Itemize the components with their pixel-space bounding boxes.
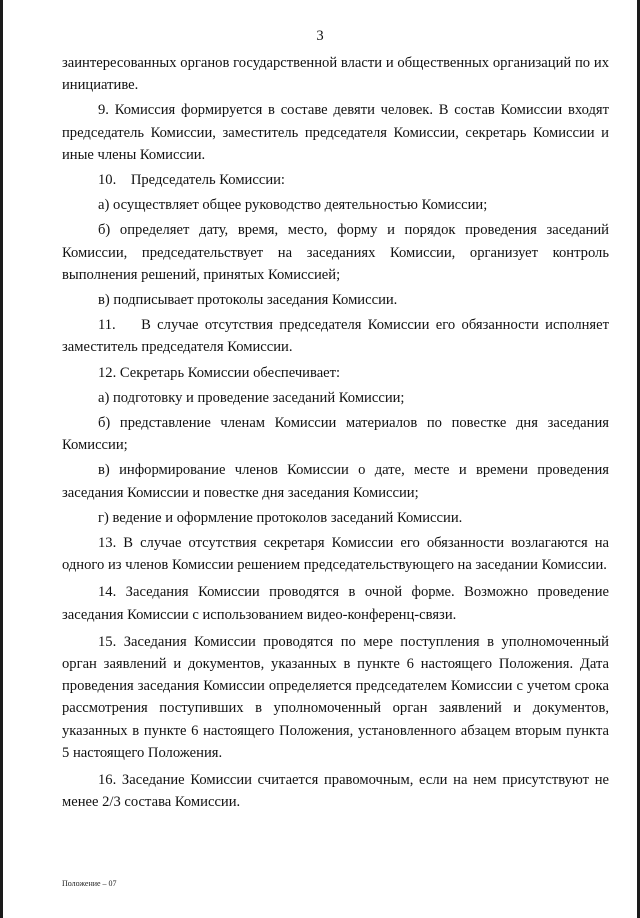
paragraph-item-10: 10. Председатель Комиссии:	[98, 172, 285, 189]
paragraph-item-9: 9. Комиссия формируется в составе девяти человек. В состав Комиссии входят председатель Комиссии, заместитель председателя Комиссии, секретарь Комиссии и иные члены Комиссии.	[62, 102, 609, 163]
paragraph-item-10v: в) подписывает протоколы заседания Комиссии.	[98, 292, 398, 309]
paragraph-item-12a: а) подготовку и проведение заседаний Комиссии;	[98, 389, 405, 406]
paragraph-item-14: 14. Заседания Комиссии проводятся в очной форме. Возможно проведение заседания Комиссии с использованием видео-конференц-связи.	[62, 584, 609, 623]
paragraph-item-12: 12. Секретарь Комиссии обеспечивает:	[98, 364, 341, 381]
paragraph-item-12g: г) ведение и оформление протоколов заседаний Комиссии.	[98, 509, 463, 526]
paragraph-item-12b: б) представление членам Комиссии материалов по повестке дня заседания Комиссии;	[62, 415, 609, 454]
paragraph-item-12v: в) информирование членов Комиссии о дате, месте и времени проведения заседания Комиссии и повестке дня заседания Комиссии;	[62, 462, 609, 501]
paragraph-item-16: 16. Заседание Комиссии считается правомочным, если на нем присутствуют не менее 2/3 состава Комиссии.	[62, 772, 609, 811]
paragraph-item-10b: б) определяет дату, время, место, форму и порядок проведения заседаний Комиссии, председательствует на заседаниях Комиссии, организует контроль выполнения решений, принятых Комиссией;	[62, 222, 609, 283]
document-body	[62, 52, 609, 814]
paragraph-item-11: 11. В случае отсутствия председателя Комиссии его обязанности исполняет заместитель председателя Комиссии.	[62, 317, 609, 356]
paragraph-item-10a: а) осуществляет общее руководство деятельностью Комиссии;	[98, 197, 488, 214]
paragraph-item-15: 15. Заседания Комиссии проводятся по мере поступления в уполномоченный орган заявлений и документов, указанных в пункте 6 настоящего Положения. Дата проведения заседания Комиссии определяется председателем Комиссии с учетом срока рассмотрения поступивших в уполномоченный орган заявлений и документов, указанных в пункте 6 настоящего Положения, установленного абзацем вторым пункта 5 настоящего Положения.	[62, 633, 609, 761]
footer-label: Положение – 07	[62, 879, 117, 888]
scan-left-edge	[0, 0, 3, 918]
paragraph-item-13: 13. В случае отсутствия секретаря Комиссии его обязанности возлагаются на одного из членов Комиссии решением председательствующего на заседании Комиссии.	[62, 535, 609, 574]
paragraph-continuation: заинтересованных органов государственной власти и общественных организаций по их инициативе.	[62, 55, 609, 94]
page-number: 3	[316, 28, 324, 44]
